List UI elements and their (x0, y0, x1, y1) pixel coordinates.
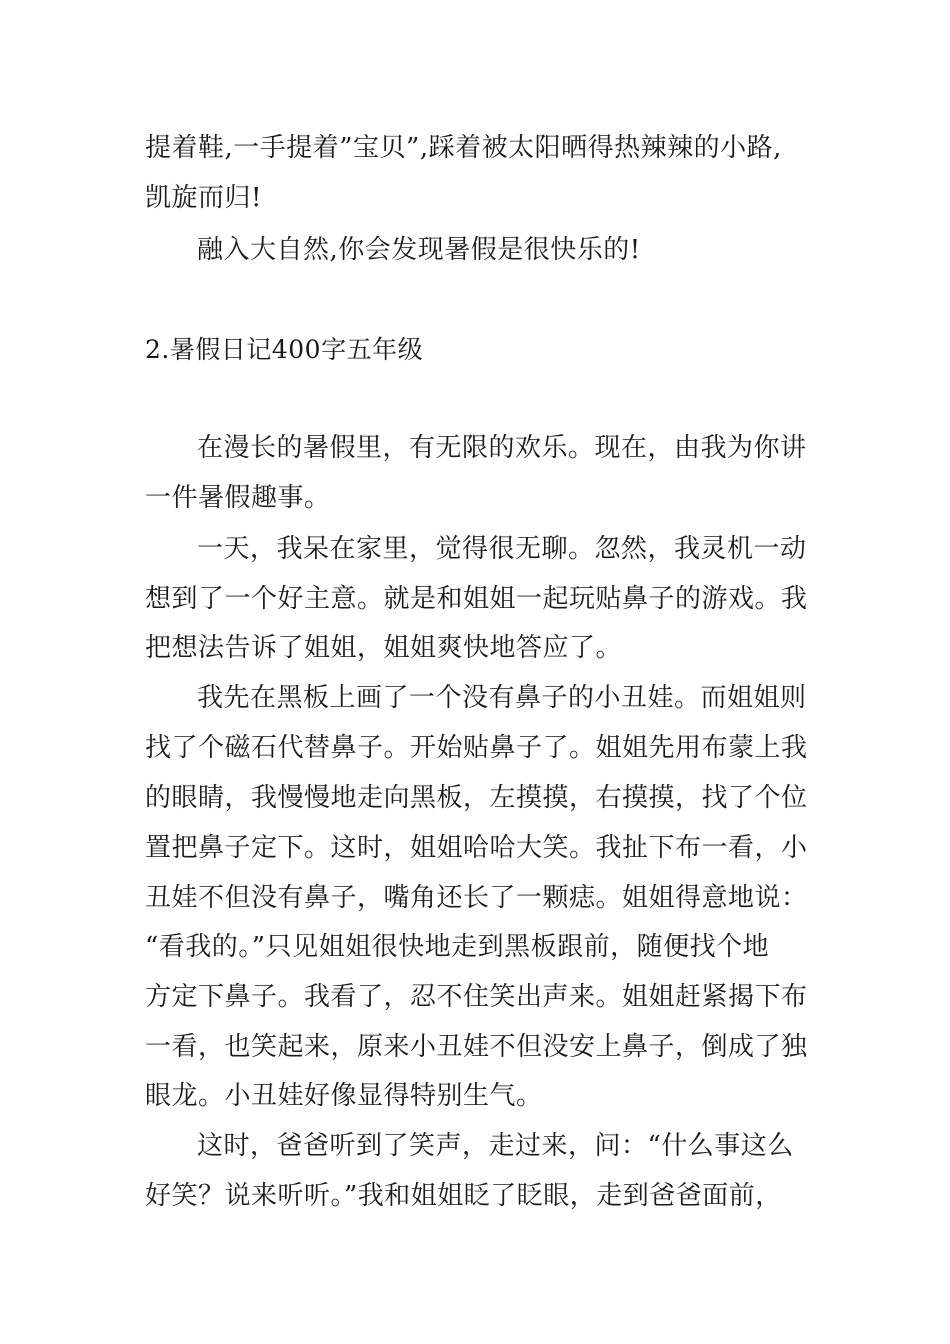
paragraph-3-line-7: 方定下鼻子。我看了，忍不住笑出声来。姐姐赶紧揭下布 (145, 982, 808, 1012)
paragraph-3-line-9: 眼龙。小丑娃好像显得特别生气。 (145, 1081, 543, 1111)
paragraph-3-line-8: 一看，也笑起来，原来小丑娃不但没安上鼻子，倒成了独 (145, 1032, 808, 1062)
paragraph-2-line-2: 想到了一个好主意。就是和姐姐一起玩贴鼻子的游戏。我 (145, 584, 808, 614)
paragraph-1-line-1: 在漫长的暑假里，有无限的欢乐。现在，由我为你讲 (197, 433, 807, 463)
paragraph-4-line-1: 这时，爸爸听到了笑声，走过来，问：“什么事这么 (197, 1131, 794, 1161)
paragraph-3-line-6: “看我的。”只见姐姐很快地走到黑板跟前，随便找个地 (145, 932, 770, 962)
intro-closing-line: 融入大自然,你会发现暑假是很快乐的! (197, 235, 641, 265)
intro-line-1: 提着鞋,一手提着”宝贝”,踩着被太阳晒得热辣辣的小路, (145, 133, 782, 163)
paragraph-3-line-3: 的眼睛，我慢慢地走向黑板，左摸摸，右摸摸，找了个位 (145, 783, 808, 813)
section-heading: 2.暑假日记400字五年级 (145, 335, 424, 364)
intro-line-2: 凯旋而归! (145, 183, 262, 213)
paragraph-2-line-1: 一天，我呆在家里，觉得很无聊。忽然，我灵机一动 (197, 534, 807, 564)
paragraph-3-line-4: 置把鼻子定下。这时，姐姐哈哈大笑。我扯下布一看，小 (145, 833, 808, 863)
paragraph-3-line-5: 丑娃不但没有鼻子，嘴角还长了一颗痣。姐姐得意地说： (145, 883, 808, 913)
paragraph-2-line-3: 把想法告诉了姐姐，姐姐爽快地答应了。 (145, 633, 623, 663)
paragraph-1-line-2: 一件暑假趣事。 (145, 483, 331, 513)
paragraph-4-line-2: 好笑？说来听听。”我和姐姐眨了眨眼，走到爸爸面前， (145, 1181, 782, 1211)
paragraph-3-line-2: 找了个磁石代替鼻子。开始贴鼻子了。姐姐先用布蒙上我 (145, 733, 808, 763)
paragraph-3-line-1: 我先在黑板上画了一个没有鼻子的小丑娃。而姐姐则 (197, 683, 807, 713)
